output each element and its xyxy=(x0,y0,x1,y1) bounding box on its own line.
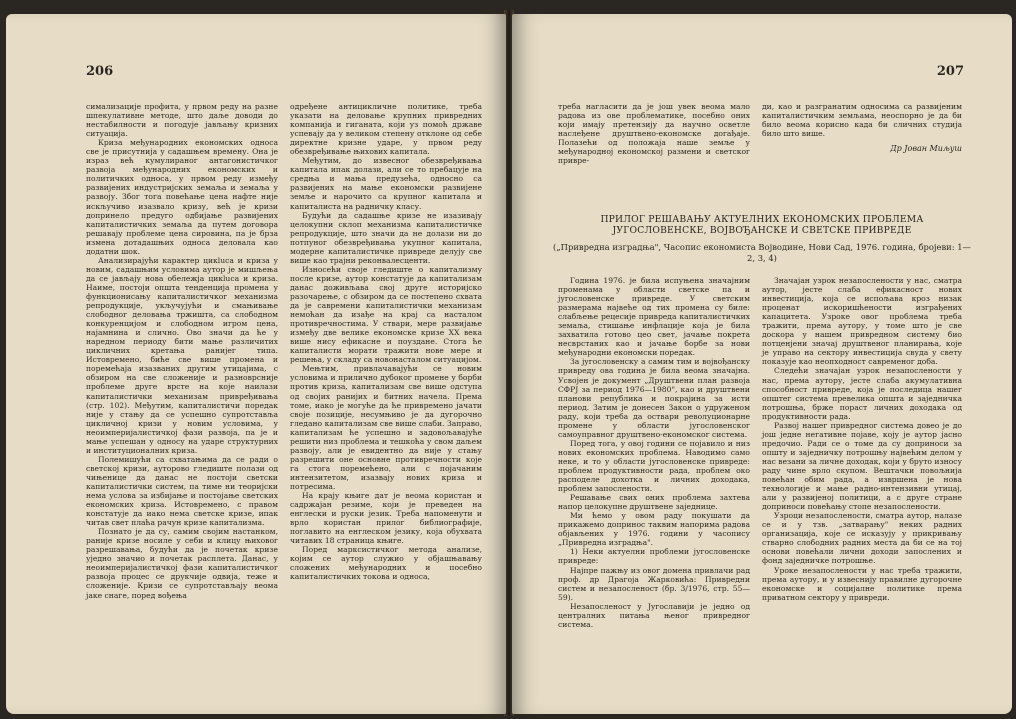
right-column-3 xyxy=(558,276,750,629)
paragraph: Уроке незапослености у нас треба тражити, према аутору, и у извесниjy правилне дугорочне економске и социјалне политике према приватном сектору у привреди. xyxy=(762,565,962,602)
page-number-left: 206 xyxy=(86,64,114,79)
review-signature: Др Јован Миљуш xyxy=(890,144,962,154)
paragraph: треба нагласити да је још увек веома мало радова из ове проблематике, посебно оних који имају претензију да научно осветле наслеђене друштвено-економске догађаје. Полазећи од положаја наше земље у међународној економској размени и светског привре- xyxy=(558,102,750,166)
paragraph: Узроци незапослености, сматра аутор, налазе се и у тзв. „затварању" неких радних организација, које се исказују у прикривању стварно слободних радних места да би се на тој основи повећали лични доходи запослених и фонд заједничке потрошње. xyxy=(762,511,962,566)
paragraph: Поред тога, у овој години се појавило и низ нових економских проблема. Наводимо само неке, и то у области југословенске привреде: проблем продуктивности рада, проблем око расподеле дохотка и личних доходака, проблем запослености. xyxy=(558,438,750,494)
paragraph: Криза међународних економских односа све је присутнија у садашњем времену. Она је израз већ кумулираног антагонистичког развоја међународних економских и политичких односа, у првом реду између развијених индустријских земаља и земаља у развоју. Због тога повећање цена нафте није искључиво изазвало кризу, већ је кризи допринело предуго одбијање развијених капиталистичких земаља да путем договора решавају проблеме цена сировина, па је брза измена дотадашњих односа деловала као додатни шок. xyxy=(86,138,278,256)
paragraph: Следећи значајан узрок незапослености у нас, према аутору, јесте слаба акумулативна способност привреде, која је последица нашег општег система превелика општа и заједничка потрошња, брже пораст личних доходака од продуктивности рада. xyxy=(762,366,962,421)
paragraph: Будући да садашње кризе не изазивају целокупни склоп механизма капиталистичке репродукције, што значи да не долази ни до потпуног обезвређивања укупног капитала, модерне капиталистичке привреде делују све више као трајни реконвалесценти. xyxy=(290,210,482,265)
paragraph: 1) Неки актуелни проблеми југословенске привреде: xyxy=(558,547,750,566)
paragraph: Износећи своје гледиште о капитализму после кризе, аутор констатује да капитализам данас доживљава свој друге историјско разочарење, с обзиром да се постепено схвата да је савремени капиталистички механизам немоћан да изађе на крај са насталом противречностима. У ствари, мере развијање између две велике економске кризе XX века више нису ефикасне и поуздане. Стога ће капиталисти морати тражити нове мере и решења, у складу са новонасталом ситуацијом. xyxy=(290,264,482,365)
paragraph: Мењтим, привлачавајући се новим условима и прилично дубоког промене у борби против криза, капитализам све више одступа од својих ранијих и битних начела. Према томе, иако је могуће да ће привремено јачати своје позиције, несумњиво је да дугорочно гледано капитализам све више слаби. Заправо, капитализам ће успешно и задовољавајуће решити низ проблема и тешкоћа у свом даљем развоју, али је евидентно да није у стању разрешити оне основне противречности које га стога поремећено, али с појачаним интензитетом, изазвају нових криза и потресима. xyxy=(290,364,482,491)
right-column-1 xyxy=(558,102,750,165)
paragraph: Решавање свих оних проблема захтева напор целокупне друштвене заједнице. xyxy=(558,493,750,512)
paragraph: симализације профита, у првом реду на разне шпекулативне методе, што даље доводи до нестабилности и погодује јављању кризних ситуација. xyxy=(86,102,278,139)
article-subtitle: („Привредна изградња", Часопис економиста Војводине, Нови Сад, 1976. година, бројеви: 1—2, 3, 4) xyxy=(553,242,971,263)
paragraph: Анализирајући карактер цикluса и криза у новим, садашњим условима аутор је мишљења да се јављају нова обележја цикluса и криза. Наиме, постоји општа тенденција промена у функционисању капиталистичког механизма репродукције, укључујући и смањивање слободног деловања тржишта, са слободном конкуренцијом и слободном игром цена, најамнина и слично. Ово значи да ће у наредном периоду бити мање различитих цикличних кретања ранијег типа. Истовремено, биће све више промена и поремећаја изазваних другим утицајима, с обзиром на све сложеније и разноврсније проблеме друге врсте на које наилази капиталистички механизам привређивања (стр. 102). Међутим, капиталистичи поредак није у стању да се успешно супротставља цикличној кризи у новим условима, у неоимперијалистичкој фази развоја, па је и мање успешан у односу на ударе структурних и институционалних криза. xyxy=(86,255,278,455)
left-page xyxy=(6,14,506,714)
article-title: ПРИЛОГ РЕШАВАЊУ АКТУЕЛНИХ ЕКОНОМСКИХ ПРОБЛЕМА ЈУГОСЛОВЕНСКЕ, ВОЈВОЂАНСКЕ И СВЕТСКЕ ПРИВРЕДЕ xyxy=(600,214,924,236)
paragraph: Незапосленост у Југославији је једно од централних питања њеног привредног система. xyxy=(558,601,750,629)
paragraph: За југословенску а самим тим и војвођанску привреду ова година је била веома значајна. Усвојен је документ „Друштвени план развоја СФРЈ за период 1976—1980", као и друштвени планови република и покрајина за исти период. Затим је донесен Закон о удруженом раду, који треба да оствари револуционарне промене у области југословенског самоуправног друштвено-економског система. xyxy=(558,357,750,439)
paragraph: Поред марксистичког метода анализе, којим се аутор служио у објашњавању сложених међународних и посебно капиталистичких токова и односа, xyxy=(290,545,482,582)
right-column-2 xyxy=(762,102,962,153)
paragraph: Развој нашег привредног система довео је до још једне негативне појаве, коју је аутор јасно предочио. Ради се о томе да су доприноси за општу и заједничку потрошњу највећим делом у нас везани за личне доходак, који у бруто износу раду чине врло скупом. Вештачки повољнија повећан обим рада, а извршена је нова технологије и мање радно-интензивни утицај, али у развијеној политици, а с друге стране доприноси повећању стопе незапослености. xyxy=(762,420,962,512)
paragraph: Ми ћемо у овом раду покушати да прикажемо допринос таквим напорима радова објављених у 1976. години у часопису „Привредна изградња". xyxy=(558,511,750,548)
paragraph: Значајан узрок незапослености у нас, сматра аутор, јесте слаба ефикасност нових инвестиција, која се испољава кроз низак проценат искоришћености изграђених капацитета. Узроке овог проблема треба тражити, према аутору, у томе што је све доскора у нашем привредном систему био потценјени значај друштвеног планирања, које је управо на сектору инвестиција свуда у свету показује као неопходност савременог доба. xyxy=(762,276,962,367)
paragraph: Најпре пажњу из овог домена привлачи рад проф. др Драгоја Жарковића: Привредни систем и незапосленост (бр. 3/1976, стр. 55—59). xyxy=(558,565,750,602)
paragraph: Година 1976. је била испуњена значајним променама у области светске па и југословенске привреде. У светским размерама највеће од тих промена су биле: слабљење рецесије привреда капиталистичких земаља, стишање инфлације која је била захватила готово цео свет, јачање покрета несврстаних као и јачање борбе за нови међународни економски поредак. xyxy=(558,276,750,358)
left-column-2 xyxy=(290,102,482,581)
paragraph: ди, као и разгранатим односима са развијеним капиталистичким земљама, неоспорно је да би било веома корисно када би сличних студија било што више. xyxy=(762,102,962,139)
paragraph: Међутим, до извесног обезвређивања капитала ипак долази, али се то пребацује на средња и мања предузећа, односно са развијених на мање економски развијене земље и нарочито са крупног капитала и капиталиста на радничку класу. xyxy=(290,156,482,211)
paragraph: Познато је да су, самим својим настанком, раније кризе носиле у себи и клицу њиховог разрешавања, будући да је почетак кризе уједно значио и почетак расплета. Данас, у неоимперијалистичкој фази капиталистичког развоја процес се друкчије одвија, теже и сложеније. Кризи се супротстављају веома јаке снаге, поред вођења xyxy=(86,527,278,600)
right-column-4 xyxy=(762,276,962,602)
page-number-right: 207 xyxy=(936,64,964,79)
left-column-1 xyxy=(86,102,278,600)
paragraph: Полемишући са схватањима да се ради о светској кризи, ауторово гледиште полази од чињенице да данас не постоји светски капиталистички систем, па тиме ни теоријски нема услова за избијање и постојање светских економских криза. Истовремено, с правом констатује да иако нема светске кризе, ипак читав свет плаћа рачун кризе капитализма. xyxy=(86,454,278,528)
right-page xyxy=(512,14,1012,714)
paragraph: На крају књиге дат је веома користан и садржајан резиме, који је преведен на енглески и руски језик. Треба напоменути и врло користан прилог библиографије, поглавито на енглеском језику, која обухвата читавих 18 страница књиге. xyxy=(290,491,482,546)
paragraph: одређене антицикличне политике, треба указати на деловање крупних привредних компанија и гиганата, који уз помоћ државе успевају да у великом степену отклоне од себе директне кризне ударе, у првом реду обезвређивање њихових капитала. xyxy=(290,102,482,157)
